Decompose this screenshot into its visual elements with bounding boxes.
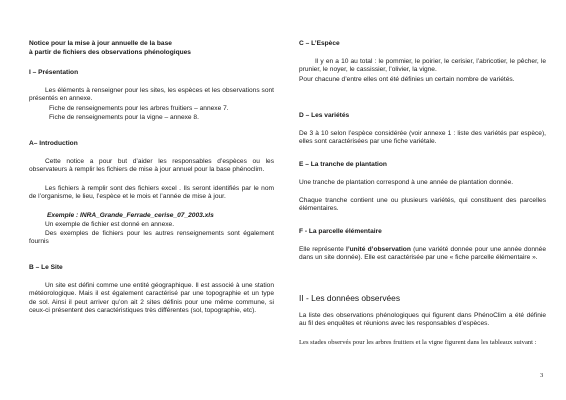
parcelle-text-before: Elle représente	[299, 246, 346, 253]
donnees-heading: II - Les données observées	[299, 293, 401, 303]
parcelle-heading: F - La parcelle élémentaire	[299, 228, 382, 235]
document-title-line-2: à partir de fichiers des observations phénologiques	[29, 49, 191, 56]
presentation-paragraph: Les éléments à renseigner pour les sites, les espèces et les observations sont présentés en annexe.	[29, 87, 274, 103]
tranche-paragraph-2: Chaque tranche contient une ou plusieurs variétés, qui constituent des parcelles élémentaires.	[299, 197, 546, 213]
introduction-example-filename: Exemple : INRA_Grande_Ferrade_cerise_07_2003.xls	[47, 212, 214, 219]
espece-paragraph-1: Il y en a 10 au total : le pommier, le poirier, le cerisier, l’abricotier, le pêcher, le prunier, le noyer, le cassissier, l’olivier, la vigne.	[299, 58, 546, 74]
varietes-heading: D – Les variétés	[299, 112, 350, 119]
espece-paragraph-2: Pour chacune d’entre elles ont été définies un certain nombre de variétés.	[299, 76, 515, 83]
donnees-paragraph-2: Les stades observés pour les arbres fruitiers et la vigne figurent dans les tableaux suivant :	[299, 339, 537, 346]
parcelle-text-after: (une variété donnée pour une année donnée dans un site donnée). Elle est caractérisée par une « fiche parcelle élémentaire ».	[299, 246, 547, 262]
varietes-paragraph: De 3 à 10 selon l’espèce considérée (voir annexe 1 : liste des variétés par espèce), elles sont caractérisées par une fiche variétale.	[299, 130, 546, 146]
document-title-line-1: Notice pour la mise à jour annuelle de la base	[29, 40, 172, 47]
introduction-paragraph-3: Un exemple de fichier est donné en annexe.	[45, 221, 175, 228]
page-number: 3	[540, 372, 544, 379]
site-paragraph: Un site est défini comme une entité géographique. Il est associé à une station météorologique. Mais il est également caractérisé par une topographie et un type de sol. Ainsi il peut arriver qu’on ait 2 sites définis pour une même commune, si ceux-ci présentent des caractéristiques très différentes (sol, topographie, etc).	[29, 282, 274, 315]
tranche-paragraph-1: Une tranche de plantation correspond à une année de plantation donnée.	[299, 179, 514, 186]
introduction-paragraph-1: Cette notice a pour but d’aider les responsables d’espèces ou les observateurs à remplir les fichiers de mise à jour annuel pour la base phénoclim.	[29, 158, 274, 174]
tranche-heading: E – La tranche de plantation	[299, 161, 387, 168]
donnees-paragraph-1: La liste des observations phénologiques qui figurent dans PhénoClim a été définie au fil des enquêtes et réunions avec les responsables d’espèces.	[299, 312, 546, 328]
introduction-paragraph-4: Des exemples de fichiers pour les autres renseignements sont également fournis	[29, 230, 274, 246]
introduction-paragraph-2: Les fichiers à remplir sont des fichiers excel . Ils seront identifiés par le nom de l’organisme, le lieu, l’espèce et le mois et l’année de mise à jour.	[29, 185, 274, 201]
espece-heading: C – L’Espèce	[299, 40, 340, 47]
parcelle-text-bold: l’unité d’observation	[345, 246, 411, 253]
presentation-annex-8: Fiche de renseignements pour la vigne – annexe 8.	[49, 114, 199, 121]
site-heading: B – Le Site	[29, 264, 63, 271]
parcelle-paragraph	[299, 246, 546, 263]
presentation-heading: I – Présentation	[29, 69, 79, 76]
introduction-heading: A– Introduction	[29, 140, 78, 147]
presentation-annex-7: Fiche de renseignements pour les arbres fruitiers – annexe 7.	[49, 105, 229, 112]
